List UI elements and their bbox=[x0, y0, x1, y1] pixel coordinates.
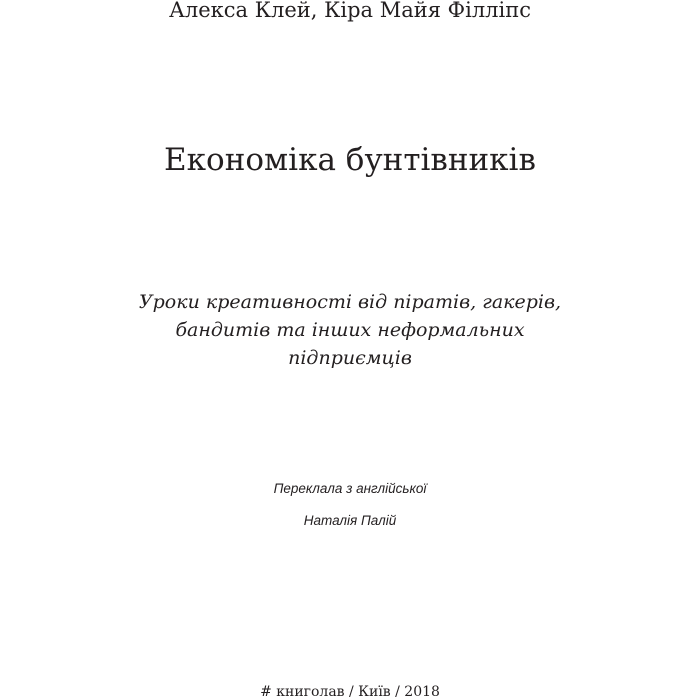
authors: Алекса Клей, Кіра Майя Філліпс bbox=[169, 0, 531, 22]
book-title: Економіка бунтівників bbox=[164, 142, 536, 178]
subtitle-line: Уроки креативності від піратів, гакерів, bbox=[138, 291, 562, 313]
subtitle-line: бандитів та інших неформальних bbox=[175, 319, 525, 341]
translator-note: Переклала з англійської bbox=[273, 481, 427, 496]
subtitle-line: підприємців bbox=[288, 347, 412, 369]
book-subtitle bbox=[0, 288, 700, 372]
translator-name: Наталія Палій bbox=[303, 513, 397, 528]
publisher-imprint: # книголав / Київ / 2018 bbox=[260, 684, 440, 700]
